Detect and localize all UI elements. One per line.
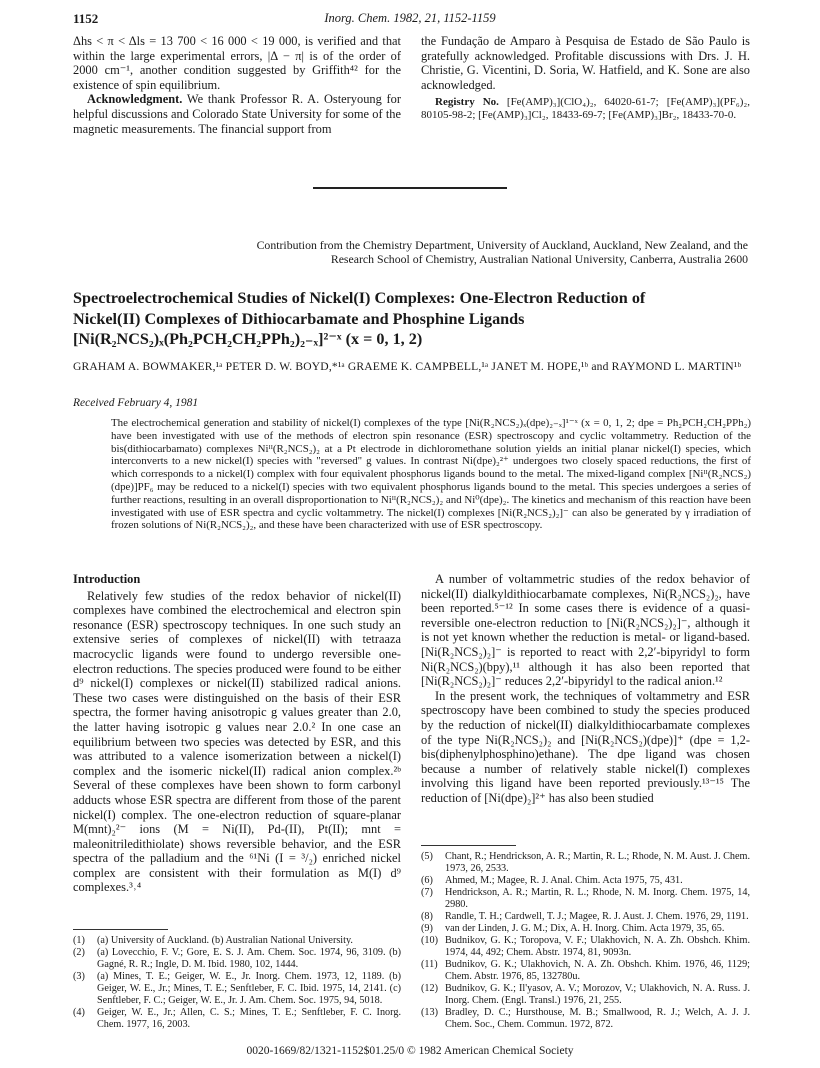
author-list: GRAHAM A. BOWMAKER,¹ᵃ PETER D. W. BOYD,*¹ᵃ GRAEME K. CAMPBELL,¹ᵃ JANET M. HOPE,¹ᵇ and RAYMOND L. MARTIN¹ᵇ	[73, 360, 742, 373]
abstract: The electrochemical generation and stability of nickel(I) complexes of the type [Ni(R₂NCS₂)ₓ(dpe)₂₋ₓ]¹⁻ˣ (x = 0, 1, 2; dpe = Ph₂PCH₂CH₂PPh₂) have been investigated with use of the methods of electron spin resonance (ESR) spectroscopy and cyclic voltammetry. Reduction of the bis(dithiocarbamato) complexes Niᴵᴵ(R₂NCS₂)₂ at a Pt electrode in dichloromethane solution yields an initial planar nickel(I) species, which interconverts to a new nickel(I) species with "reversed" g values. In contrast Ni(dpe)₂²⁺ undergoes two closely spaced reductions, the first of which corresponds to a nickel(I) complex with four equivalent phosphorus ligands bound to the metal. The mixed-ligand complex [Niᴵᴵ(R₂NCS₂)(dpe)]PF₆ may be reduced to a nickel(I) species with two equivalent phosphorus ligands bound to the metal. This species undergoes a series of further reactions, resulting in an overall disproportionation to Niᴵᴵ(R₂NCS₂)₂ and Ni⁰(dpe)₂. The kinetics and mechanism of this reaction have been investigated with use of ESR spectra and cyclic voltammetry. The nickel(I) complexes [Ni(R₂NCS₂)₂]⁻ can also be generated by γ irradiation of frozen solutions of Ni(R₂NCS₂)₂, and these have been characterized with use of ESR spectroscopy.	[111, 417, 751, 532]
footnote-number: (3)	[73, 971, 85, 982]
footnote-number: (12)	[421, 983, 438, 994]
title-line-3: [Ni(R₂NCS₂)ₓ(Ph₂PCH₂CH₂PPh₂)₂₋ₓ]²⁻ˣ (x = 0, 1, 2)	[73, 330, 423, 348]
received-date: Received February 4, 1981	[73, 397, 199, 409]
footnote-item	[73, 947, 401, 971]
page-number: 1152	[73, 11, 99, 26]
footnote-text: Ahmed, M.; Magee, R. J. Anal. Chim. Acta 1975, 75, 431.	[445, 875, 683, 886]
footnote-text: Geiger, W. E., Jr.; Allen, C. S.; Mines, T. E.; Senftleber, F. C. Inorg. Chem. 1977, 16, 2003.	[97, 1007, 401, 1030]
registry-paragraph	[421, 96, 750, 122]
footnote-text: Budnikov, G. K.; Il'yasov, A. V.; Morozov, V.; Ulakhovich, N. A. Russ. J. Inorg. Chem. (Engl. Transl.) 1976, 21, 255.	[445, 983, 750, 1006]
footnote-item	[421, 875, 750, 887]
footnote-text: Bradley, D. C.; Hursthouse, M. B.; Smallwood, R. J.; Welch, A. J. J. Chem. Soc., Chem. Commun. 1972, 872.	[445, 1007, 750, 1030]
body-right-column	[421, 572, 750, 806]
footnote-text: van der Linden, J. G. M.; Dix, A. H. Inorg. Chim. Acta 1979, 35, 65.	[445, 923, 725, 934]
acknowledgment-label: Acknowledgment.	[87, 92, 183, 107]
footnote-item	[421, 923, 750, 935]
footnote-item	[421, 1007, 750, 1031]
body-left-column	[73, 572, 401, 895]
introduction-paragraph-1: Relatively few studies of the redox behavior of nickel(II) complexes have combined the electrochemical and electron spin resonance (ESR) spectroscopy techniques. In one such study an extensive series of complexes of nickel(II) with tetraaza macrocyclic ligands were found to undergo reversible one-electron reductions. The species produced were found to be either d⁹ nickel(I) complexes or nickel(II) stabilized radical anions. These two cases were distinguished on the basis of their ESR spectra, the former having anisotropic g values greater than 2.0, the latter having isotropic g values near 2.0.² In one case an equilibrium between two species was detected by ESR, and this was attributed to a valence isomerization between a nickel(I) complex and the isomeric nickel(II) radical anion complex.²ᵇ Several of these complexes have been shown to form carbonyl adducts whose ESR spectra are different from those of the parent nickel(I) complex. The one-electron reduction of square-planar M(mnt)₂²⁻ ions (M = Ni(II), Pd-(II), Pt(II); mnt = maleonitriledithiolate) shows reversible behavior, and the ESR spectra of the palladium and the ⁶¹Ni (I = ³/₂) enriched nickel complex are consistent with their formulation as M(I) d⁹ complexes.³˒⁴	[73, 588, 401, 895]
footnote-number: (8)	[421, 911, 433, 922]
footnote-item	[73, 1007, 401, 1031]
section-heading-introduction: Introduction	[73, 572, 141, 586]
footnotes-right	[421, 851, 750, 1031]
prev-article-left-column	[73, 34, 401, 136]
footnote-item	[421, 959, 750, 983]
registry-label: Registry No.	[435, 96, 499, 109]
footnote-text: (a) University of Auckland. (b) Australian National University.	[97, 935, 353, 946]
footnote-text: Chant, R.; Hendrickson, A. R.; Martin, R. L.; Rhode, N. M. Aust. J. Chem. 1973, 26, 2533.	[445, 851, 750, 874]
footnote-number: (2)	[73, 947, 85, 958]
footnote-text: (a) Mines, T. E.; Geiger, W. E., Jr. Inorg. Chem. 1973, 12, 1189. (b) Geiger, W. E., Jr.; Mines, T. E.; Senftleber, F. C. Ibid. 1975, 14, 2141. (c) Senftleber, F. C.; Geiger, W. E., Jr. J. Am. Chem. Soc. 1975, 94, 5018.	[97, 971, 401, 1006]
page-footer-copyright: 0020-1669/82/1321-1152$01.25/0 © 1982 American Chemical Society	[246, 1045, 574, 1057]
acknowledgment-paragraph	[73, 92, 401, 136]
title-line-1: Spectroelectrochemical Studies of Nickel(I) Complexes: One-Electron Reduction of	[73, 289, 646, 307]
footnote-text: Randle, T. H.; Cardwell, T. J.; Magee, R. J. Aust. J. Chem. 1976, 29, 1191.	[445, 911, 749, 922]
footnote-number: (13)	[421, 1007, 438, 1018]
footnote-number: (5)	[421, 851, 433, 862]
right-paragraph-1: A number of voltammetric studies of the redox behavior of nickel(II) dialkyldithiocarbamate complexes, Ni(R₂NCS₂)₂, have been reported.⁵⁻¹² In some cases there is evidence of a quasi-reversible one-electron reduction to [Ni(R₂NCS₂)₂]⁻, although it is not yet known whether the reduction is metal- or ligand-based. [Ni(R₂NCS₂)₂]⁻ is reported to react with 2,2′-bipyridyl to form Ni(R₂NCS₂)(bpy),¹¹ although it has also been reported that [Ni(R₂NCS₂)₂]⁻ reduces 2,2′-bipyridyl to the radical anion.¹²	[421, 572, 750, 689]
footnote-item	[421, 935, 750, 959]
footnote-number: (9)	[421, 923, 433, 934]
footnotes-left	[73, 935, 401, 1031]
footnote-item	[73, 935, 401, 947]
footnote-rule-right	[421, 845, 516, 846]
footnote-text: (a) Lovecchio, F. V.; Gore, E. S. J. Am. Chem. Soc. 1974, 96, 3109. (b) Gagné, R. R.; Ingle, D. M. Ibid. 1980, 102, 1444.	[97, 947, 401, 970]
footnote-number: (4)	[73, 1007, 85, 1018]
right-paragraph-2: In the present work, the techniques of voltammetry and ESR spectroscopy have been combined to study the species produced by the reduction of nickel(II) dialkyldithiocarbamate complexes of the type Ni(R₂NCS₂)₂ and [Ni(R₂NCS₂)(dpe)]⁺ (dpe = 1,2-bis(diphenylphosphino)ethane). The dpe ligand was chosen because a number of relatively stable nickel(I) complexes involving this ligand have been reported previously.¹³⁻¹⁵ The reduction of [Ni(dpe)₂]²⁺ has also been studied	[421, 688, 750, 805]
footnote-text: Budnikov, G. K.; Ulakhovich, N. A. Zh. Obshch. Khim. 1976, 46, 1129; Chem. Abstr. 1976, 85, 132780u.	[445, 959, 750, 982]
registry-text: [Fe(AMP)₃](ClO₄)₂, 64020-61-7; [Fe(AMP)₃](PF₆)₂, 80105-98-2; [Fe(AMP)₃]Cl₂, 18433-69-7; [Fe(AMP)₃]Br₂, 18433-70-0.	[421, 96, 751, 122]
footnote-text: Budnikov, G. K.; Toropova, V. F.; Ulakhovich, N. A. Zh. Obshch. Khim. 1974, 44, 492; Chem. Abstr. 1974, 81, 9093n.	[445, 935, 750, 958]
funding-paragraph: the Fundação de Amparo à Pesquisa de Estado de São Paulo is gratefully acknowledged. Profitable discussions with Drs. J. H. Christie, G. Vicentini, D. Soria, W. Hatfield, and K. Sone are also acknowledged.	[421, 34, 750, 92]
footnote-number: (7)	[421, 887, 433, 898]
footnote-item	[421, 887, 750, 911]
footnote-item	[73, 971, 401, 1007]
footnote-item	[421, 851, 750, 875]
footnote-number: (1)	[73, 935, 85, 946]
footnote-number: (11)	[421, 959, 438, 970]
contribution-affiliation: Contribution from the Chemistry Department, University of Auckland, Auckland, New Zealand, and the Research School of Chemistry, Australian National University, Canberra, Australia 2600	[256, 238, 748, 266]
footnote-number: (10)	[421, 935, 438, 946]
footnote-item	[421, 911, 750, 923]
title-line-2: Nickel(II) Complexes of Dithiocarbamate and Phosphine Ligands	[73, 309, 525, 328]
article-separator-rule	[313, 187, 507, 189]
journal-citation: Inorg. Chem. 1982, 21, 1152-1159	[324, 11, 496, 25]
prev-article-right-column	[421, 34, 750, 122]
acknowledgment-text: We thank Professor R. A. Osteryoung for helpful discussions and Colorado State University for some of the magnetic measurements. The financial support from	[73, 92, 401, 136]
footnote-text: Hendrickson, A. R.; Martin, R. L.; Rhode, N. M. Inorg. Chem. 1975, 14, 2980.	[445, 887, 750, 910]
prev-article-paragraph: Δhs < π < Δls = 13 700 < 16 000 < 19 000, is verified and that within the large experimental errors, |Δ − π| is of the order of 2000 cm⁻¹, another condition suggested by Griffith⁴² for the existence of spin equilibrium.	[73, 34, 401, 92]
footnote-number: (6)	[421, 875, 433, 886]
footnote-rule-left	[73, 929, 168, 930]
article-title	[73, 288, 753, 350]
footnote-item	[421, 983, 750, 1007]
